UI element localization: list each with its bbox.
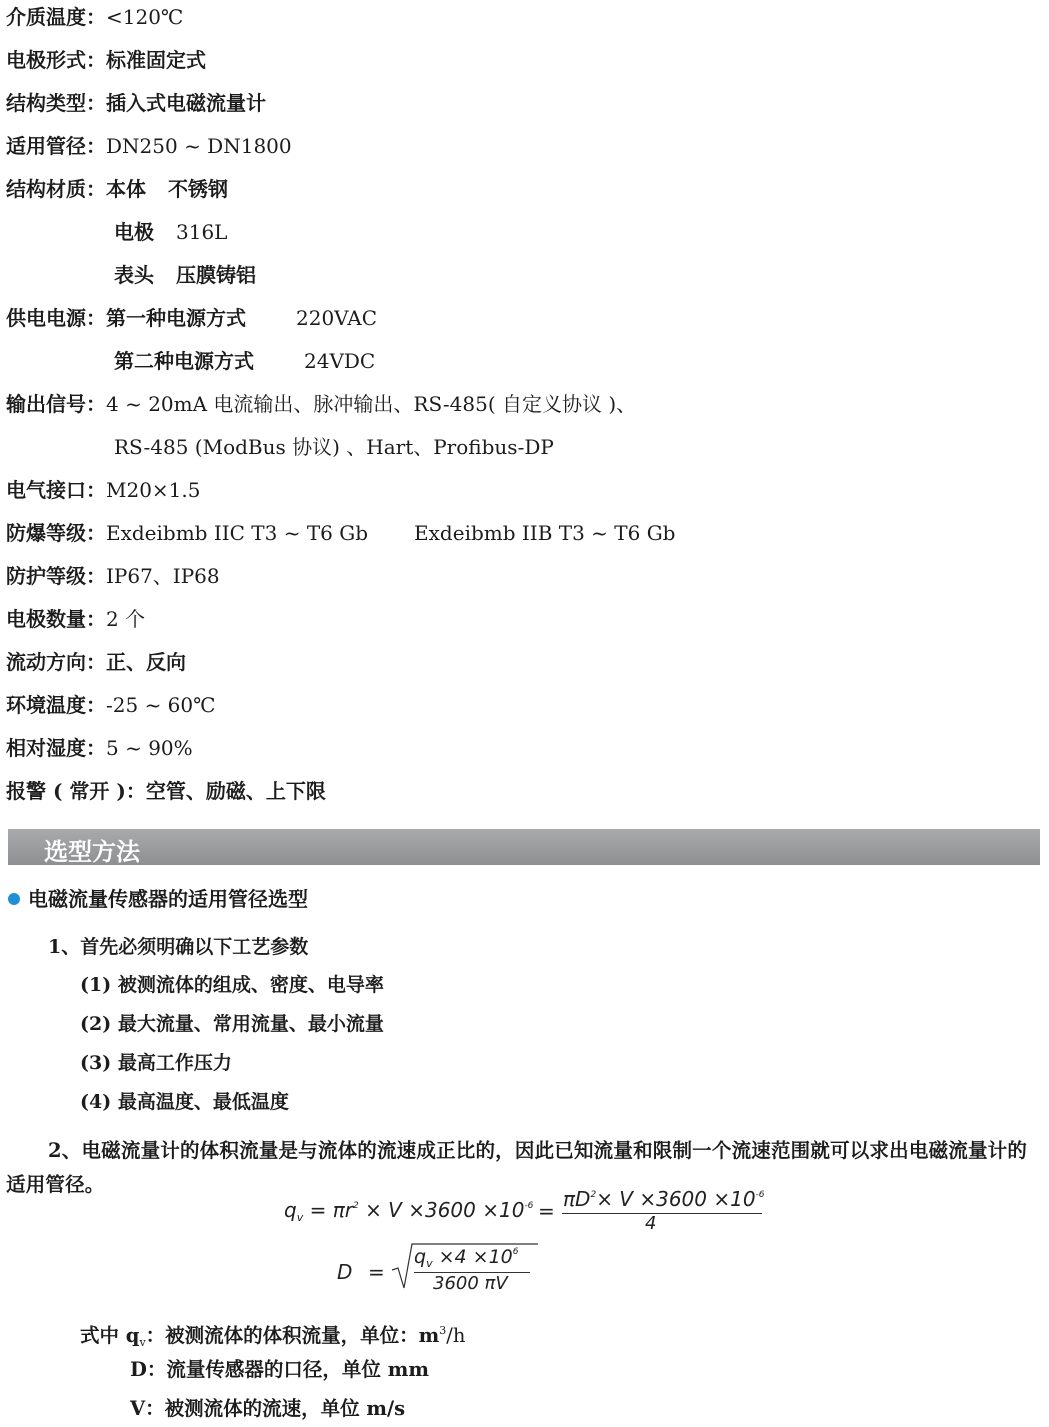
formula-denominator: 4 [645, 1213, 657, 1234]
bullet-icon [8, 893, 20, 905]
spec-row: 电气接口：M20×1.5 [6, 478, 201, 502]
spec-row: 表头 压膜铸铝 [114, 263, 256, 287]
formula-equals-2: = [368, 1260, 385, 1284]
formula-numerator: $\pi D^2\times V \times 3600 \times 10^{-6}$ [563, 1187, 765, 1211]
section-banner [8, 829, 1040, 865]
spec-row: 环境温度：-25 ~ 60℃ [6, 693, 216, 717]
step-1: 1、首先必须明确以下工艺参数 [48, 936, 309, 958]
param-item: (1) 被测流体的组成、密度、电导率 [80, 974, 384, 996]
formula-D: D [337, 1260, 353, 1284]
spec-row: 相对湿度：5 ~ 90% [6, 736, 193, 760]
spec-row: 介质温度：<120℃ [6, 5, 184, 29]
section-title: 选型方法 [44, 838, 140, 866]
spec-row: 第二种电源方式 24VDC [114, 349, 376, 373]
step-2-paragraph: 2、电磁流量计的体积流量是与流体的流速成正比的，因此已知流量和限制一个流速范围就可以求出电磁流量计的适用管径。 [6, 1139, 1028, 1196]
spec-row: 结构材质：本体 不锈钢 [6, 177, 228, 201]
formula-numerator-2: $q_v \times 4 \times 10^6$ [414, 1246, 519, 1270]
spec-row: 供电电源：第一种电源方式 220VAC [6, 306, 378, 330]
legend-D: D：流量传感器的口径，单位 mm [130, 1358, 429, 1381]
subheading: 电磁流量传感器的适用管径选型 [28, 887, 308, 911]
formula-equals: = [538, 1199, 555, 1223]
param-item: (4) 最高温度、最低温度 [80, 1091, 289, 1113]
spec-row: 电极形式：标准固定式 [6, 48, 206, 72]
spec-row: RS-485 (ModBus 协议) 、Hart、Profibus-DP [114, 435, 554, 459]
spec-row: 防爆等级：Exdeibmb IIC T3 ~ T6 Gb Exdeibmb IIB T3 ~ T6 Gb [6, 521, 676, 545]
spec-row: 防护等级：IP67、IP68 [6, 564, 220, 588]
spec-row: 电极数量：2 个 [6, 607, 146, 631]
spec-row: 流动方向：正、反向 [6, 650, 186, 674]
spec-row: 适用管径：DN250 ~ DN1800 [6, 134, 292, 158]
spec-row: 电极 316L [114, 220, 228, 244]
fraction-line [562, 1213, 762, 1214]
spec-row: 报警 ( 常开 )：空管、励磁、上下限 [6, 779, 326, 803]
formula-qv: $q_v = \pi r^2 \times V \times 3600 \times 10^{-6}$ [284, 1198, 534, 1224]
spec-row: 结构类型：插入式电磁流量计 [6, 91, 266, 115]
legend-qv: 式中 $q_v$：被测流体的体积流量，单位：$m^3/h$ [80, 1324, 466, 1349]
param-item: (2) 最大流量、常用流量、最小流量 [80, 1013, 384, 1035]
formula-denominator-2: 3600 πV [433, 1273, 508, 1294]
param-item: (3) 最高工作压力 [80, 1052, 232, 1074]
spec-row: 输出信号：4 ~ 20mA 电流输出、脉冲输出、RS-485( 自定义协议 )、 [6, 392, 637, 416]
legend-V: V：被测流体的流速，单位 m/s [130, 1397, 406, 1420]
